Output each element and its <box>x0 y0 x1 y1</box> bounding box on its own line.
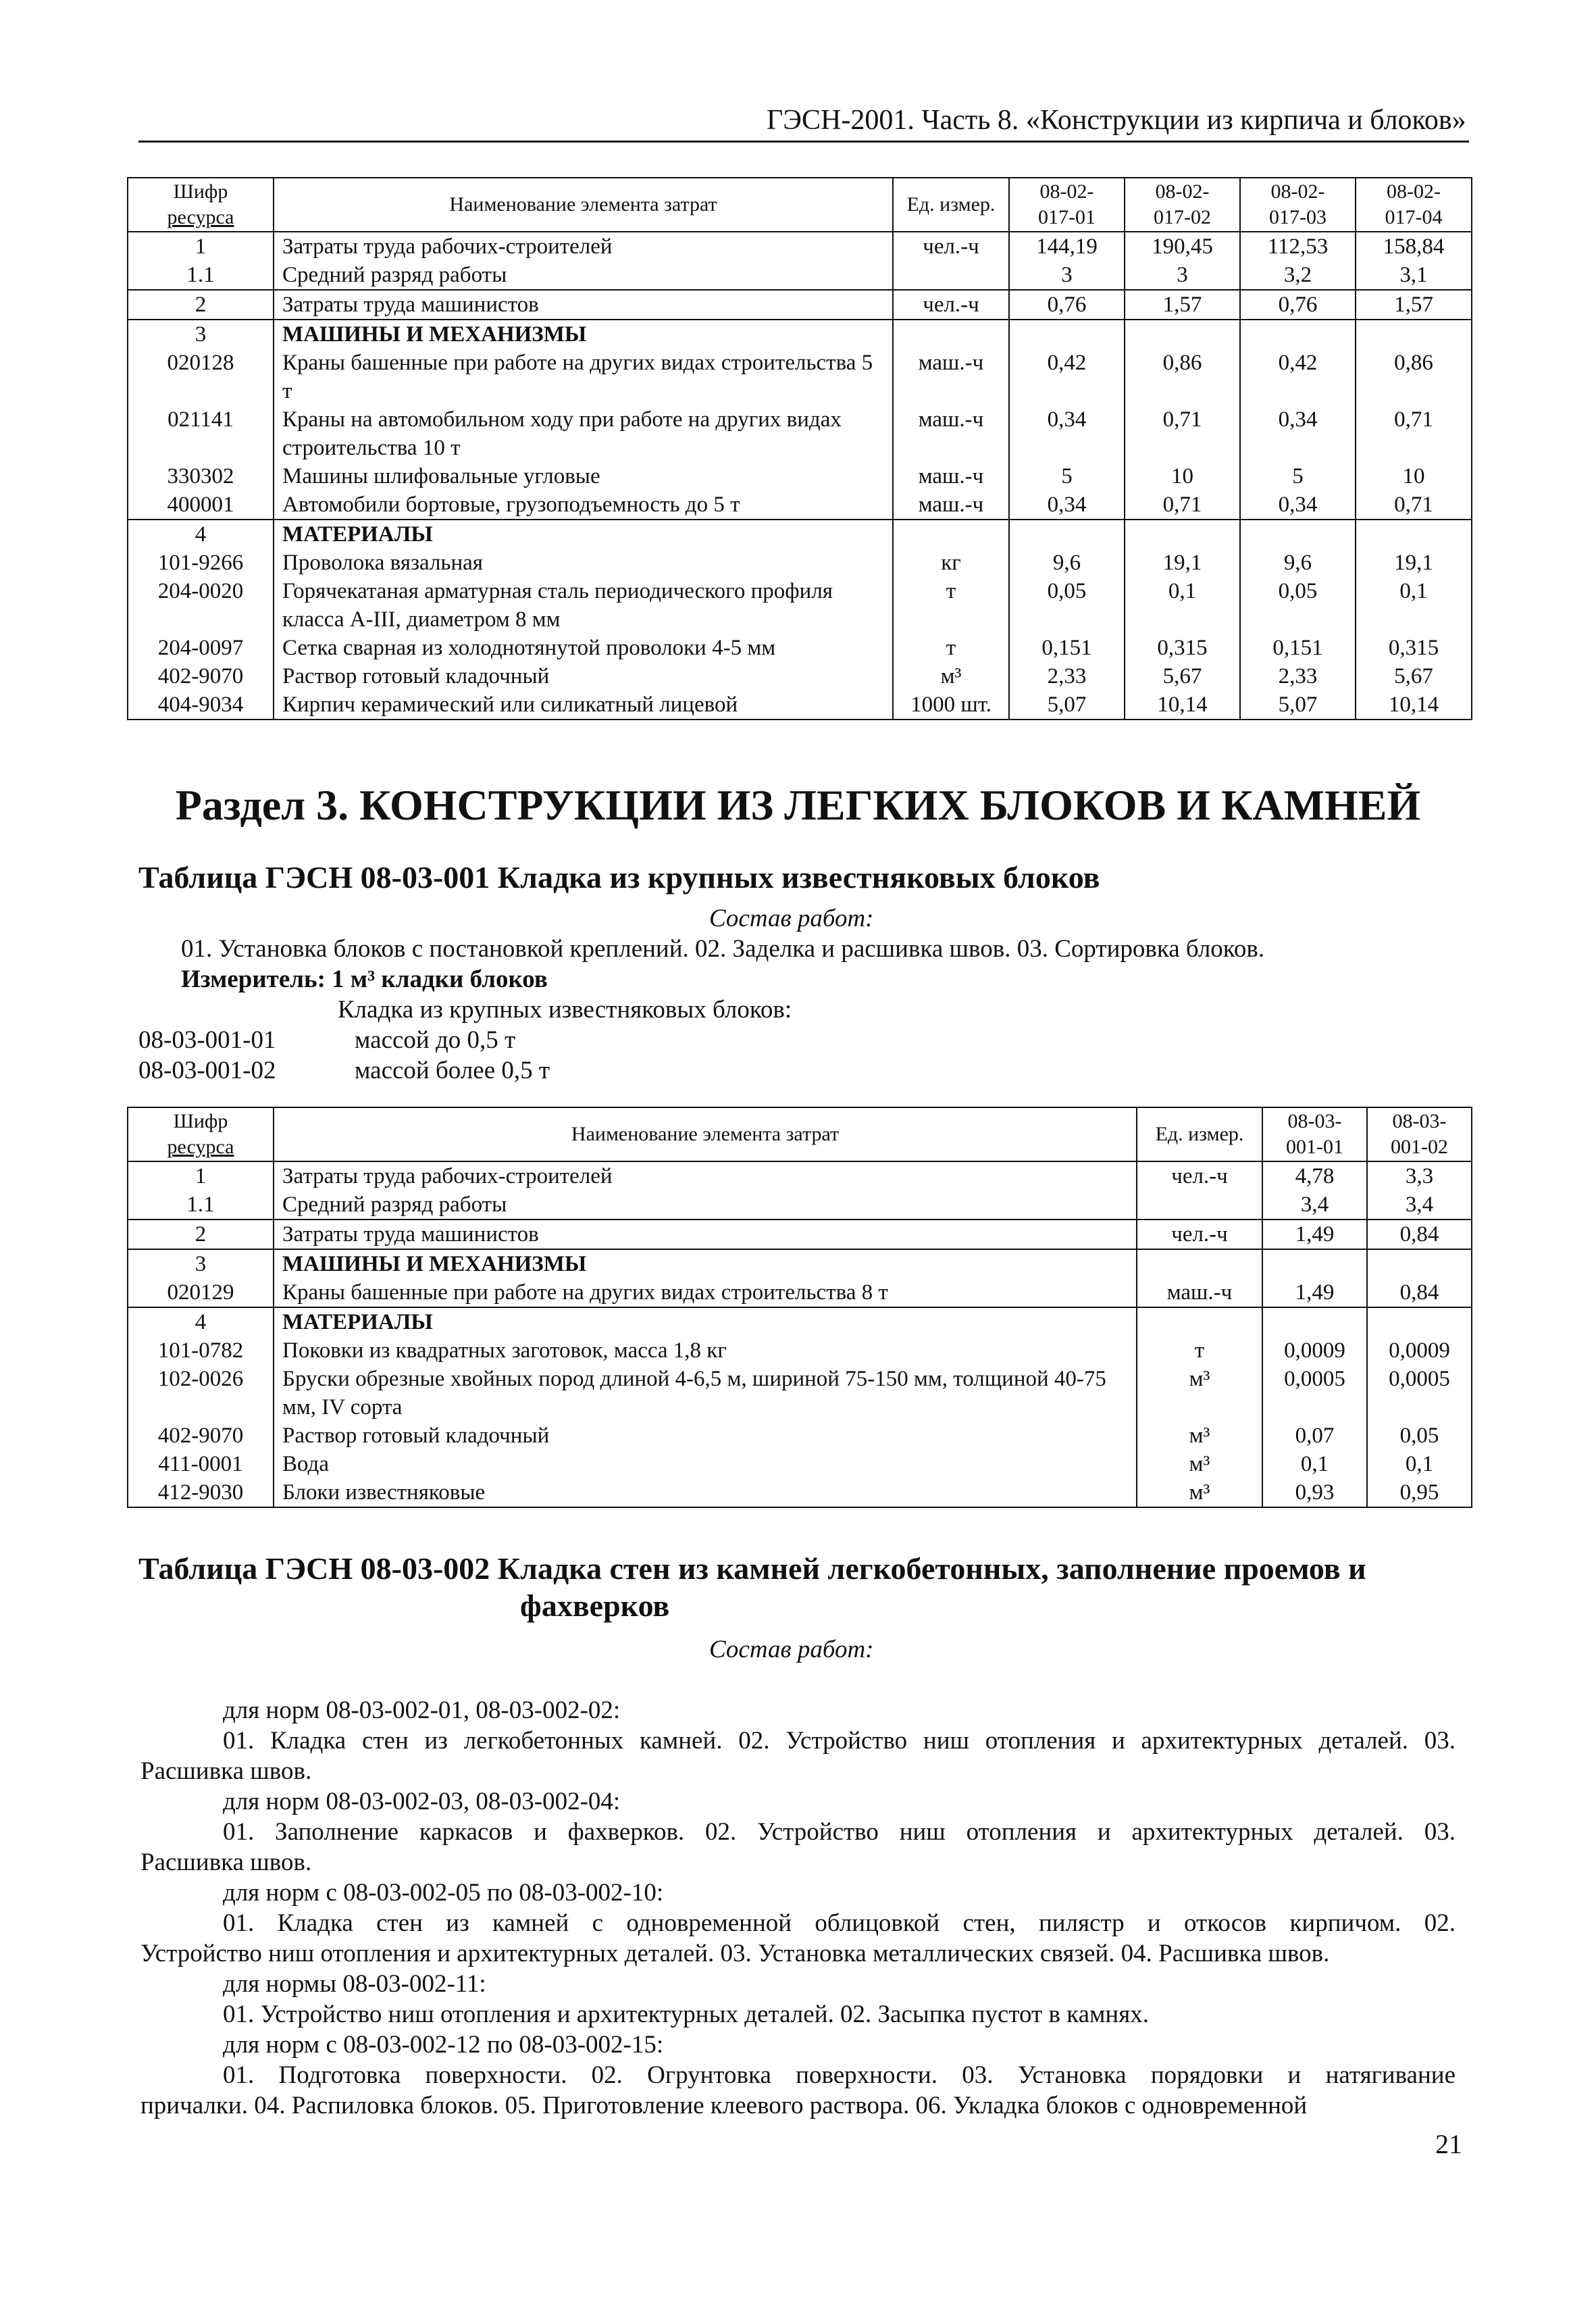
norm-value: 0,71 <box>1125 491 1240 520</box>
table-row <box>128 549 1472 577</box>
cost-element-name: Затраты труда рабочих-строителей <box>274 232 893 261</box>
norm-value <box>1009 320 1125 349</box>
norm-value: 3,4 <box>1262 1190 1367 1219</box>
text-line: причалки. 04. Распиловка блоков. 05. Приготовление клеевого раствора. 06. Укладка блоков с одновременной <box>140 2092 1308 2119</box>
unit: маш.-ч <box>1137 1278 1262 1307</box>
resource-code: 4 <box>128 520 274 549</box>
norm-value <box>1009 520 1125 549</box>
norm-value: 1,49 <box>1262 1278 1367 1307</box>
norm-value: 0,315 <box>1356 634 1472 662</box>
cost-element-name: Горячекатаная арматурная сталь периодического профиля класса А-III, диаметром 8 мм <box>274 577 893 634</box>
resource-code: 402-9070 <box>128 1422 274 1450</box>
table-row <box>128 1278 1472 1307</box>
unit: чел.-ч <box>1137 1219 1262 1249</box>
norm-value: 3,1 <box>1356 261 1472 290</box>
resource-code: 021141 <box>128 405 274 462</box>
work-composition-label: Состав работ: <box>709 1636 874 1663</box>
unit <box>893 261 1009 290</box>
norms-caption: Кладка из крупных известняковых блоков: <box>338 996 792 1024</box>
resource-code: 2 <box>128 1219 274 1249</box>
table-row <box>128 1422 1472 1450</box>
norm-value: 3,4 <box>1367 1190 1472 1219</box>
norm-value: 10 <box>1125 462 1240 491</box>
header-code: Шифр ресурса <box>128 178 274 232</box>
resource-code: 330302 <box>128 462 274 491</box>
table-row <box>128 634 1472 662</box>
cost-element-name: МАТЕРИАЛЫ <box>274 520 893 549</box>
norm-code: 08-03-001-01 <box>138 1026 276 1054</box>
resource-code: 102-0026 <box>128 1365 274 1422</box>
norm-value <box>1367 1249 1472 1278</box>
table-row <box>128 690 1472 720</box>
norm-value: 0,315 <box>1125 634 1240 662</box>
table-title-continuation: фахверков <box>520 1588 670 1623</box>
norm-value: 0,1 <box>1262 1450 1367 1478</box>
text-line: для норм с 08-03-002-12 по 08-03-002-15: <box>223 2031 664 2059</box>
norm-value: 2,33 <box>1240 662 1356 690</box>
unit <box>1137 1307 1262 1336</box>
table-row <box>128 491 1472 520</box>
resource-code: 411-0001 <box>128 1450 274 1478</box>
resource-code: 020128 <box>128 349 274 405</box>
cost-element-name: Поковки из квадратных заготовок, масса 1,8 кг <box>274 1336 1137 1365</box>
header-name: Наименование элемента затрат <box>274 178 893 232</box>
cost-element-name: Проволока вязальная <box>274 549 893 577</box>
text-line: 01. Кладка стен из камней с одновременной облицовкой стен, пилястр и откосов кирпичом. 02. <box>223 1909 1456 1937</box>
resource-code: 3 <box>128 320 274 349</box>
unit: 1000 шт. <box>893 690 1009 720</box>
norm-value: 10 <box>1356 462 1472 491</box>
norm-value: 5,07 <box>1240 690 1356 720</box>
norm-value: 0,86 <box>1125 349 1240 405</box>
table-row <box>128 1478 1472 1507</box>
text-line: для нормы 08-03-002-11: <box>223 1970 486 1998</box>
resource-code: 1.1 <box>128 261 274 290</box>
table-row <box>128 290 1472 320</box>
resource-code: 1 <box>128 232 274 261</box>
cost-element-name: Затраты труда рабочих-строителей <box>274 1161 1137 1190</box>
text-line: Расшивка швов. <box>140 1848 312 1876</box>
norm-value: 0,1 <box>1356 577 1472 634</box>
table-row <box>128 405 1472 462</box>
header-norm: 08-02- 017-03 <box>1240 178 1356 232</box>
norm-value <box>1240 520 1356 549</box>
header-code: Шифр ресурса <box>128 1107 274 1161</box>
header-norm: 08-02- 017-02 <box>1125 178 1240 232</box>
norm-value: 9,6 <box>1009 549 1125 577</box>
resource-code: 404-9034 <box>128 690 274 720</box>
norm-value: 0,95 <box>1367 1478 1472 1507</box>
header-unit: Ед. измер. <box>893 178 1009 232</box>
work-composition-label: Состав работ: <box>709 905 874 932</box>
norm-value <box>1367 1307 1472 1336</box>
cost-element-name: МАТЕРИАЛЫ <box>274 1307 1137 1336</box>
norm-value: 0,84 <box>1367 1219 1472 1249</box>
table-row <box>128 1365 1472 1422</box>
cost-element-name: Раствор готовый кладочный <box>274 1422 1137 1450</box>
norm-value: 10,14 <box>1356 690 1472 720</box>
unit: маш.-ч <box>893 491 1009 520</box>
norm-value <box>1125 520 1240 549</box>
table-row <box>128 1161 1472 1190</box>
work-composition: 01. Установка блоков с постановкой креплений. 02. Заделка и расшивка швов. 03. Сортировка блоков. <box>181 935 1265 963</box>
table-row <box>128 662 1472 690</box>
text-line: Расшивка швов. <box>140 1757 312 1785</box>
table-row <box>128 462 1472 491</box>
norm-value: 1,49 <box>1262 1219 1367 1249</box>
norm-value: 112,53 <box>1240 232 1356 261</box>
cost-element-name: Средний разряд работы <box>274 1190 1137 1219</box>
unit: м³ <box>893 662 1009 690</box>
norm-value: 0,0009 <box>1367 1336 1472 1365</box>
cost-element-name: Средний разряд работы <box>274 261 893 290</box>
resource-code: 101-0782 <box>128 1336 274 1365</box>
table-row <box>128 1307 1472 1336</box>
cost-element-name: Машины шлифовальные угловые <box>274 462 893 491</box>
unit: чел.-ч <box>893 290 1009 320</box>
norm-value: 5,07 <box>1009 690 1125 720</box>
unit: м³ <box>1137 1422 1262 1450</box>
unit: м³ <box>1137 1365 1262 1422</box>
table-row <box>128 261 1472 290</box>
cost-element-name: МАШИНЫ И МЕХАНИЗМЫ <box>274 1249 1137 1278</box>
norm-code: 08-03-001-02 <box>138 1057 276 1084</box>
norm-value <box>1240 320 1356 349</box>
resource-code: 402-9070 <box>128 662 274 690</box>
cost-element-name: Раствор готовый кладочный <box>274 662 893 690</box>
resource-code: 204-0097 <box>128 634 274 662</box>
table-row <box>128 1450 1472 1478</box>
resource-code: 2 <box>128 290 274 320</box>
cost-element-name: Краны башенные при работе на других видах строительства 5 т <box>274 349 893 405</box>
resource-code: 4 <box>128 1307 274 1336</box>
header-norm: 08-02- 017-04 <box>1356 178 1472 232</box>
cost-element-name: Краны башенные при работе на других видах строительства 8 т <box>274 1278 1137 1307</box>
norm-value: 0,151 <box>1009 634 1125 662</box>
resource-code: 412-9030 <box>128 1478 274 1507</box>
resource-code: 101-9266 <box>128 549 274 577</box>
norm-value: 0,34 <box>1009 405 1125 462</box>
norm-value: 0,42 <box>1009 349 1125 405</box>
unit: маш.-ч <box>893 462 1009 491</box>
norm-value: 0,05 <box>1240 577 1356 634</box>
norm-value <box>1356 520 1472 549</box>
table-row <box>128 349 1472 405</box>
table-row <box>128 1190 1472 1219</box>
norm-value: 0,34 <box>1009 491 1125 520</box>
cost-element-name: Бруски обрезные хвойных пород длиной 4-6,5 м, шириной 75-150 мм, толщиной 40-75 мм, IV сорта <box>274 1365 1137 1422</box>
norm-value: 5 <box>1009 462 1125 491</box>
header-norm: 08-02- 017-01 <box>1009 178 1125 232</box>
cost-element-name: Краны на автомобильном ходу при работе на других видах строительства 10 т <box>274 405 893 462</box>
unit: чел.-ч <box>893 232 1009 261</box>
unit: т <box>893 577 1009 634</box>
cost-element-name: Сетка сварная из холоднотянутой проволоки 4-5 мм <box>274 634 893 662</box>
norm-value: 1,57 <box>1125 290 1240 320</box>
norm-value: 0,84 <box>1367 1278 1472 1307</box>
norm-value: 0,34 <box>1240 491 1356 520</box>
norm-value: 0,71 <box>1356 491 1472 520</box>
unit <box>893 520 1009 549</box>
norm-value: 0,05 <box>1009 577 1125 634</box>
text-line: 01. Кладка стен из легкобетонных камней. 02. Устройство ниш отопления и архитектурных деталей. 03. <box>223 1727 1456 1755</box>
norm-value: 0,07 <box>1262 1422 1367 1450</box>
header-name: Наименование элемента затрат <box>274 1107 1137 1161</box>
cost-element-name: Кирпич керамический или силикатный лицевой <box>274 690 893 720</box>
resource-code: 3 <box>128 1249 274 1278</box>
norm-value: 19,1 <box>1356 549 1472 577</box>
text-line: для норм 08-03-002-03, 08-03-002-04: <box>223 1788 621 1815</box>
norm-value: 3,3 <box>1367 1161 1472 1190</box>
norm-value: 2,33 <box>1009 662 1125 690</box>
norm-value <box>1125 320 1240 349</box>
unit: м³ <box>1137 1450 1262 1478</box>
norm-value: 0,76 <box>1009 290 1125 320</box>
table-row <box>128 520 1472 549</box>
text-line: 01. Подготовка поверхности. 02. Огрунтовка поверхности. 03. Установка порядовки и натягивание <box>223 2061 1456 2089</box>
norm-value: 0,93 <box>1262 1478 1367 1507</box>
unit: маш.-ч <box>893 349 1009 405</box>
table-row <box>128 1336 1472 1365</box>
norm-value: 3 <box>1125 261 1240 290</box>
unit: м³ <box>1137 1478 1262 1507</box>
unit: кг <box>893 549 1009 577</box>
unit: т <box>1137 1336 1262 1365</box>
norm-value: 0,76 <box>1240 290 1356 320</box>
norm-value: 9,6 <box>1240 549 1356 577</box>
table-title: Таблица ГЭСН 08-03-002 Кладка стен из камней легкобетонных, заполнение проемов и <box>138 1551 1366 1586</box>
norm-value: 0,86 <box>1356 349 1472 405</box>
norm-value: 0,151 <box>1240 634 1356 662</box>
norm-value <box>1356 320 1472 349</box>
norm-value: 144,19 <box>1009 232 1125 261</box>
norm-value: 0,0005 <box>1262 1365 1367 1422</box>
cost-element-name: Затраты труда машинистов <box>274 1219 1137 1249</box>
text-line: для норм с 08-03-002-05 по 08-03-002-10: <box>223 1879 664 1907</box>
meter: Измеритель: 1 м³ кладки блоков <box>181 965 548 993</box>
norm-value: 190,45 <box>1125 232 1240 261</box>
unit: маш.-ч <box>893 405 1009 462</box>
header-norm: 08-03- 001-02 <box>1367 1107 1472 1161</box>
norm-value: 0,42 <box>1240 349 1356 405</box>
unit <box>1137 1249 1262 1278</box>
unit <box>1137 1190 1262 1219</box>
cost-element-name: Затраты труда машинистов <box>274 290 893 320</box>
resource-table-08-03-001 <box>127 1107 1472 1508</box>
norm-value: 4,78 <box>1262 1161 1367 1190</box>
norm-value: 0,34 <box>1240 405 1356 462</box>
norm-value: 0,1 <box>1367 1450 1472 1478</box>
text-line: Устройство ниш отопления и архитектурных деталей. 03. Установка металлических связей. 04. Расшивка швов. <box>140 1940 1330 1967</box>
resource-code: 1 <box>128 1161 274 1190</box>
norm-value: 10,14 <box>1125 690 1240 720</box>
page-number: 21 <box>1435 2129 1462 2159</box>
norm-value: 5,67 <box>1125 662 1240 690</box>
resource-code: 400001 <box>128 491 274 520</box>
resource-code: 204-0020 <box>128 577 274 634</box>
table-row <box>128 1249 1472 1278</box>
norm-value: 0,0005 <box>1367 1365 1472 1422</box>
header-rule <box>138 141 1469 143</box>
norm-value: 3 <box>1009 261 1125 290</box>
norm-value: 0,71 <box>1356 405 1472 462</box>
table-body <box>128 232 1472 720</box>
norm-value: 0,0009 <box>1262 1336 1367 1365</box>
text-line: 01. Устройство ниш отопления и архитектурных деталей. 02. Засыпка пустот в камнях. <box>223 2001 1150 2028</box>
norm-description: массой до 0,5 т <box>355 1026 516 1054</box>
norm-value: 0,1 <box>1125 577 1240 634</box>
running-header: ГЭСН-2001. Часть 8. «Конструкции из кирпича и блоков» <box>767 105 1466 136</box>
norm-value: 158,84 <box>1356 232 1472 261</box>
table-title: Таблица ГЭСН 08-03-001 Кладка из крупных известняковых блоков <box>138 860 1100 895</box>
norm-value: 19,1 <box>1125 549 1240 577</box>
unit: т <box>893 634 1009 662</box>
norm-value: 3,2 <box>1240 261 1356 290</box>
norm-value: 5,67 <box>1356 662 1472 690</box>
unit: чел.-ч <box>1137 1161 1262 1190</box>
table-body <box>128 1161 1472 1507</box>
norm-description: массой более 0,5 т <box>355 1057 550 1084</box>
resource-code: 020129 <box>128 1278 274 1307</box>
norm-value: 0,05 <box>1367 1422 1472 1450</box>
text-line: 01. Заполнение каркасов и фахверков. 02. Устройство ниш отопления и архитектурных деталей. 03. <box>223 1818 1456 1846</box>
text-line: для норм 08-03-002-01, 08-03-002-02: <box>223 1696 621 1724</box>
section-title: Раздел 3. КОНСТРУКЦИИ ИЗ ЛЕГКИХ БЛОКОВ И КАМНЕЙ <box>175 781 1421 829</box>
cost-element-name: МАШИНЫ И МЕХАНИЗМЫ <box>274 320 893 349</box>
cost-element-name: Автомобили бортовые, грузоподъемность до 5 т <box>274 491 893 520</box>
header-norm: 08-03- 001-01 <box>1262 1107 1367 1161</box>
table-row <box>128 1219 1472 1249</box>
norm-value: 5 <box>1240 462 1356 491</box>
table-row <box>128 577 1472 634</box>
unit <box>893 320 1009 349</box>
norm-value: 1,57 <box>1356 290 1472 320</box>
norm-value <box>1262 1249 1367 1278</box>
cost-element-name: Блоки известняковые <box>274 1478 1137 1507</box>
norm-value: 0,71 <box>1125 405 1240 462</box>
norm-value <box>1262 1307 1367 1336</box>
resource-code: 1.1 <box>128 1190 274 1219</box>
header-unit: Ед. измер. <box>1137 1107 1262 1161</box>
cost-element-name: Вода <box>274 1450 1137 1478</box>
table-row <box>128 320 1472 349</box>
table-row <box>128 232 1472 261</box>
resource-table-08-02-017 <box>127 177 1472 720</box>
